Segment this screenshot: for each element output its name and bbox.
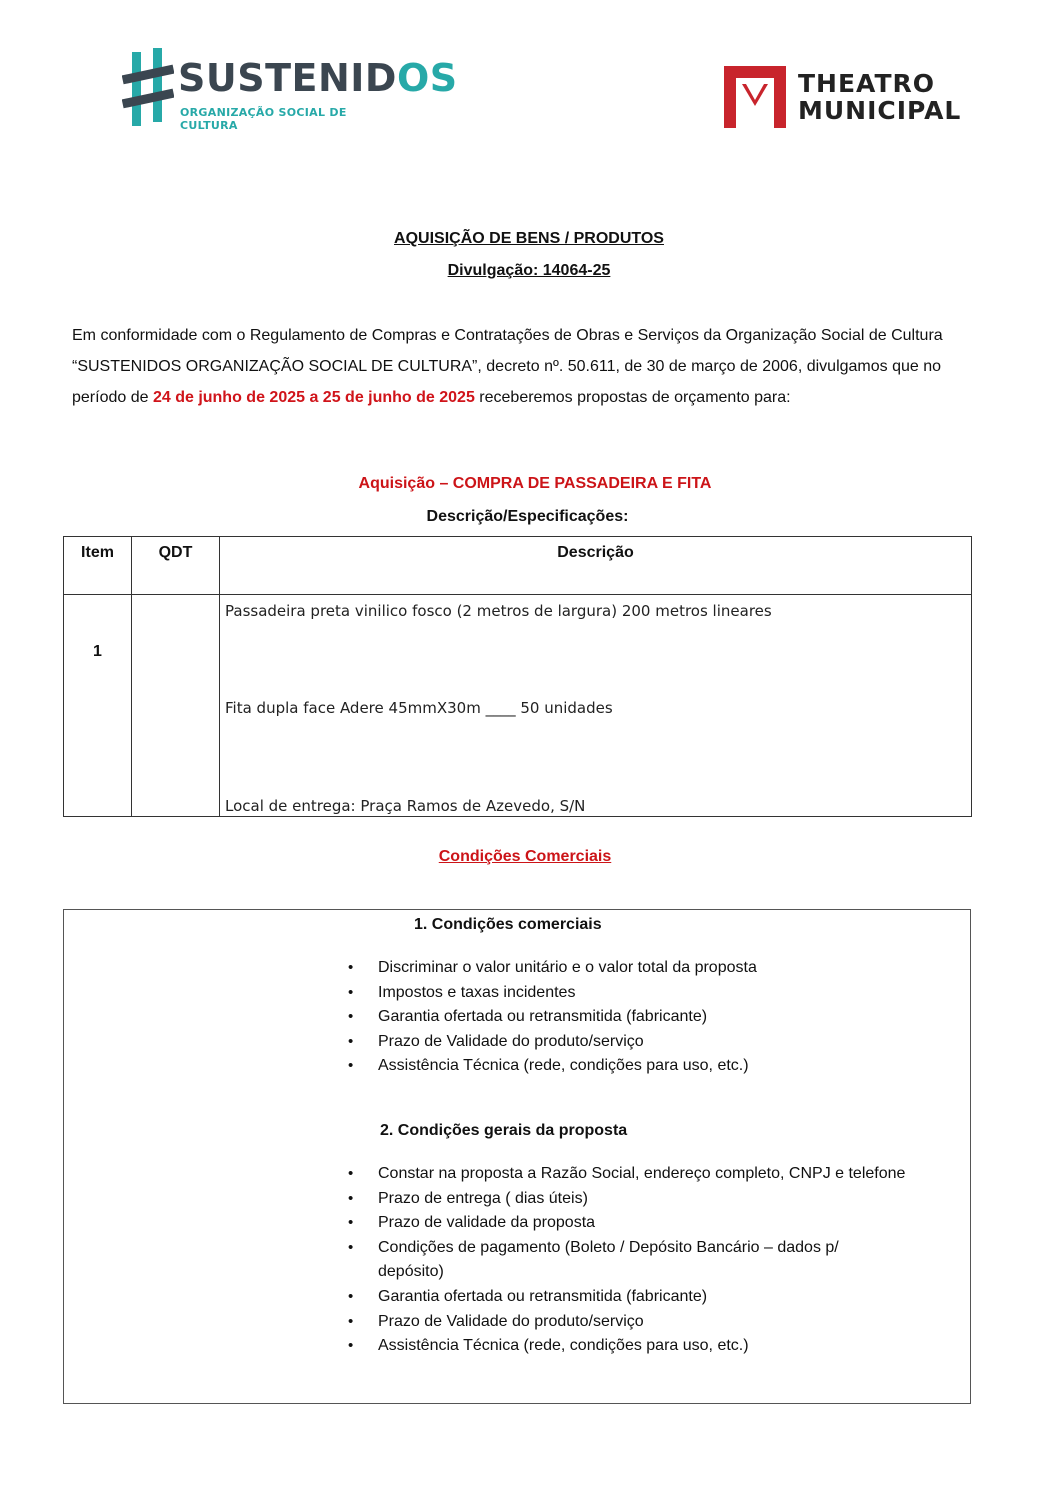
list-item: • Prazo de entrega ( dias úteis) (348, 1187, 958, 1212)
items-table (63, 536, 972, 817)
list-item: • Assistência Técnica (rede, condições para uso, etc.) (348, 1334, 958, 1359)
column-header-description: Descrição (220, 537, 972, 595)
bullet-list (348, 956, 958, 1079)
sustenidos-logo (122, 48, 458, 132)
page-title: AQUISIÇÃO DE BENS / PRODUTOS (394, 230, 664, 247)
description-line: Local de entrega: Praça Ramos de Azevedo, S/N (225, 797, 586, 815)
theatro-municipal-logo (724, 64, 964, 130)
item-description (220, 595, 972, 817)
list-item: • Assistência Técnica (rede, condições para uso, etc.) (348, 1054, 958, 1079)
theatre-mark-icon (724, 66, 786, 128)
period-highlight: 24 de junho de 2025 a 25 de junho de 2025 (152, 389, 475, 406)
column-header-item: Item (64, 537, 132, 595)
brand-name: SUSTENIDOS (178, 56, 458, 100)
list-item: • Prazo de Validade do produto/serviço (348, 1310, 958, 1335)
hashtag-logo-icon (122, 48, 174, 128)
list-item: • Condições de pagamento (Boleto / Depósito Bancário – dados p/ depósito) (348, 1236, 898, 1285)
list-item: • Constar na proposta a Razão Social, endereço completo, CNPJ e telefone (348, 1162, 958, 1187)
conditions-box (63, 909, 971, 1404)
list-item: • Garantia ofertada ou retransmitida (fabricante) (348, 1005, 958, 1030)
description-line: Fita dupla face Adere 45mmX30m ____ 50 unidades (225, 699, 613, 717)
brand-subtitle: ORGANIZAÇÃO SOCIAL DE CULTURA (180, 106, 347, 132)
section-title: 2. Condições gerais da proposta (380, 1122, 628, 1139)
bullet-list (348, 1162, 958, 1359)
item-quantity (132, 595, 220, 817)
table-row (64, 595, 972, 817)
divulgacao-number: Divulgação: 14064-25 (447, 262, 611, 279)
list-item: • Garantia ofertada ou retransmitida (fabricante) (348, 1285, 958, 1310)
commercial-conditions-title: Condições Comerciais (438, 848, 612, 865)
list-item: • Discriminar o valor unitário e o valor total da proposta (348, 956, 958, 981)
theatre-name: THEATRO MUNICIPAL (798, 69, 962, 125)
table-header-row (64, 537, 972, 595)
section-title: 1. Condições comerciais (414, 916, 602, 933)
list-item: • Impostos e taxas incidentes (348, 981, 958, 1006)
column-header-qdt: QDT (132, 537, 220, 595)
item-number: 1 (64, 595, 132, 817)
description-line: Passadeira preta vinilico fosco (2 metros de largura) 200 metros lineares (225, 602, 772, 620)
list-item: • Prazo de validade da proposta (348, 1211, 958, 1236)
specifications-heading: Descrição/Especificações: (426, 508, 629, 525)
intro-paragraph: Em conformidade com o Regulamento de Compras e Contratações de Obras e Serviços da Organização Social de Cultura “SUSTENIDOS ORGANIZAÇÃO SOCIAL DE CULTURA”, decreto nº. 50.611, de 30 de março de 2006, divulgamos que no período de 24 de junho de 2025 a 25 de junho de 2025 receberemos propostas de orçamento para: (72, 327, 943, 406)
acquisition-title: Aquisição – COMPRA DE PASSADEIRA E FITA (358, 475, 712, 492)
list-item: • Prazo de Validade do produto/serviço (348, 1030, 958, 1055)
